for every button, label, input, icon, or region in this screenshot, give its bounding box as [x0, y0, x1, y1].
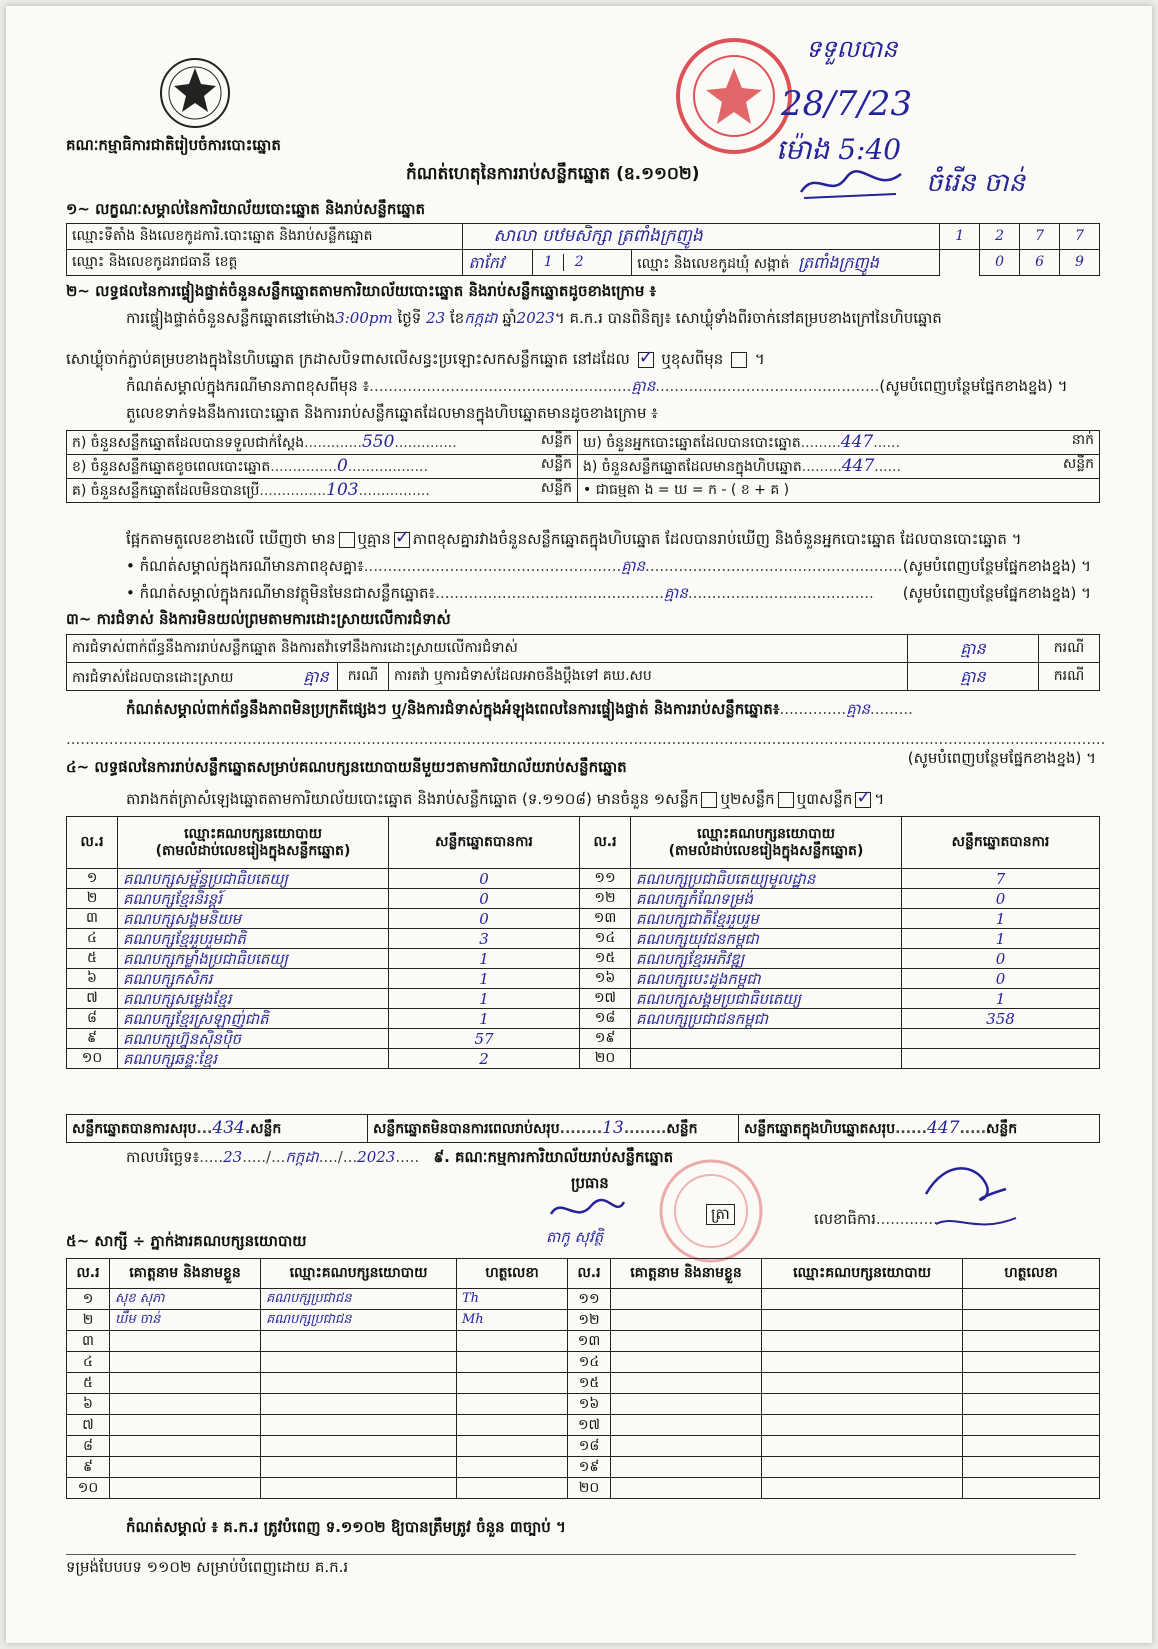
- party-name: គណបក្សខ្មែររួបរួមជាតិ: [118, 929, 389, 949]
- discrepancy-line: ផ្អែកតាមតួលេខខាងលើ ឃើញថា មាន ឬគ្មាន✓ ភាពខុសគ្នារវាងចំនួនសន្លឹកឆ្នោតក្នុងហិបឆ្នោត ដែលបានរាប់ឃើញ និងចំនួនអ្នកបោះឆ្នោត ដែលបានបោះឆ្នោត ។: [126, 530, 1022, 549]
- party-name: គណបក្សហ្វ៊ុនស៊ិនប៉ិច: [118, 1029, 389, 1049]
- witness-name: [611, 1331, 762, 1352]
- three-sheets-checkbox[interactable]: [855, 792, 871, 808]
- commune-code-2: 6: [1020, 250, 1060, 276]
- appeal-label: ការតវ៉ា ឬការជំទាស់ដែលអាចនឹងប្តឹងទៅ គឃ.សប: [389, 663, 908, 691]
- witness-row: [67, 1289, 1100, 1310]
- commune-value: ត្រពាំងក្រញូង: [798, 252, 879, 272]
- row-number: ១៤: [568, 1352, 611, 1373]
- witness-signature: [457, 1478, 568, 1499]
- section1-title: ១~ លក្ខណៈសម្គាល់នៃការិយាល័យបោះឆ្នោត និងរាប់សន្លឹកឆ្នោត: [66, 200, 426, 218]
- row-number: ៣: [67, 909, 118, 929]
- row-number: ១៦: [568, 1394, 611, 1415]
- party-name: គណបក្សកម្លាំងប្រជាធិបតេយ្យ: [118, 949, 389, 969]
- witness-signature: [963, 1331, 1100, 1352]
- witness-signature: [457, 1352, 568, 1373]
- station-code-2: 2: [980, 224, 1020, 250]
- party-name: គណបក្សសម្ព័ន្ធប្រជាធិបតេយ្យ: [118, 869, 389, 889]
- verification-line1: ការផ្ទៀងផ្ទាត់ចំនួនសន្លឹកឆ្នោតនៅម៉ោង3:00pm ថ្ងៃទី 23 ខែកក្កដា ឆ្នាំ2023។ គ.ក.រ បានពិនិត្យ៖ សោឃ្លុំទាំងពីរចាក់នៅគម្របខាងក្រៅនៃហិបឆ្នោត: [126, 309, 942, 327]
- party-name: គណបក្សយុវជនកម្ពុជា: [631, 929, 902, 949]
- received-date: 28/7/23: [781, 84, 913, 124]
- party-votes: 0: [902, 949, 1100, 969]
- row-number: ៥: [67, 949, 118, 969]
- one-sheet-checkbox[interactable]: [701, 792, 717, 808]
- row-number: ៨: [67, 1436, 110, 1457]
- row-number: ១៩: [568, 1457, 611, 1478]
- row-number: ៨: [67, 1009, 118, 1029]
- witness-party: [261, 1331, 457, 1352]
- party-name: គណបក្សខ្មែរអភិវឌ្ឍ: [631, 949, 902, 969]
- witness-signature: [457, 1331, 568, 1352]
- witness-signature: [457, 1457, 568, 1478]
- province-code-1: 1: [533, 254, 564, 271]
- witness-row: [67, 1352, 1100, 1373]
- witness-party: [261, 1352, 457, 1373]
- verify-time: 3:00pm: [335, 309, 393, 327]
- irregularity-note: កំណត់សម្គាល់ពាក់ព័ន្ធនឹងភាពមិនប្រក្រតីផ្សេងៗ ឬ/និងការជំទាស់ក្នុងអំឡុងពេលនៃការផ្ទៀងផ្ទាត់ និងការរាប់សន្លឹកឆ្នោត៖..............គ្មាន.........: [126, 700, 913, 718]
- party-votes: 2: [389, 1049, 580, 1069]
- results-row: [67, 969, 1100, 989]
- row-number: ១៣: [580, 909, 631, 929]
- results-table: ល.រ ឈ្មោះគណបក្សនយោបាយ (តាមលំដាប់លេខរៀងក្នុងសន្លឹកឆ្នោត) សន្លឹកឆ្នោតបានការ ល.រ ឈ្មោះគណបក្សនយោបាយ (តាមលំដាប់លេខរៀងក្នុងសន្លឹកឆ្នោត) សន្លឹកឆ្នោតបានការ ១ គណបក្សសម្ព័ន្ធប្រជាធិបតេយ្យ 0 ១១ គណបក្សប្រជាធិបតេយ្យមូលដ្ឋាន 7 ២ គណបក្សខ្មែរនិរន្តរ៍ 0 ១២ គណបក្សកំណែទម្រង់ 0 ៣ គណបក្សសង្គមនិយម 0 ១៣ គណបក្សជាតិខ្មែររួបរួម 1 ៤ គណបក្សខ្មែររួបរួមជាតិ 3 ១៤ គណបក្សយុវជនកម្ពុជា 1 ៥ គណបក្សកម្លាំងប្រជាធិបតេយ្យ 1 ១៥ គណបក្សខ្មែរអភិវឌ្ឍ 0 ៦ គណបក្សកសិករ 1 ១៦ គណបក្សបេះដូងកម្ពុជា 0 ៧ គណបក្សសម្លេងខ្មែរ 1 ១៧ គណបក្សសង្គមប្រជាធិបតេយ្យ 1 ៨ គណបក្សខ្មែរស្រឡាញ់ជាតិ 1 ១៨ គណបក្សប្រជាជនកម្ពុជា 358 ៩ គណបក្សហ្វ៊ុនស៊ិនប៉ិច 57 ១៩ ១០ គណបក្សឆន្ទៈខ្មែរ 2 ២០: [66, 816, 1100, 1069]
- appeal-value: គ្មាន: [908, 663, 1039, 691]
- witness-signature: [963, 1394, 1100, 1415]
- party-name: គណបក្សប្រជាធិបតេយ្យមូលដ្ឋាន: [631, 869, 902, 889]
- witness-signature: [963, 1436, 1100, 1457]
- witness-name: [611, 1289, 762, 1310]
- row-number: ៥: [67, 1373, 110, 1394]
- witness-name: [611, 1373, 762, 1394]
- witness-party: [762, 1373, 963, 1394]
- party-votes: 3: [389, 929, 580, 949]
- same-checkbox[interactable]: [638, 352, 654, 368]
- party-votes: 1: [902, 989, 1100, 1009]
- witness-party: [261, 1436, 457, 1457]
- witness-party: គណបក្សប្រជាជន: [261, 1289, 457, 1310]
- results-row: [67, 1009, 1100, 1029]
- row-number: ៦: [67, 969, 118, 989]
- station-label: ឈ្មោះទីតាំង និងលេខកូដការិ.បោះឆ្នោត និងរាប់សន្លឹកឆ្នោត: [67, 224, 463, 250]
- station-value: សាលា បឋមសិក្សា ត្រពាំងក្រញូង: [463, 224, 940, 250]
- witness-signature: [457, 1394, 568, 1415]
- secretary-line: លេខាធិការ.............: [814, 1210, 938, 1228]
- witness-party: [762, 1352, 963, 1373]
- results-row: [67, 949, 1100, 969]
- row-number: ១១: [568, 1289, 611, 1310]
- voters-value: 447: [840, 432, 874, 453]
- commune-code-3: 9: [1060, 250, 1100, 276]
- section4-title: ៤~ លទ្ធផលនៃការរាប់សន្លឹកឆ្នោតសម្រាប់គណបក្សនយោបាយនីមួយៗតាមការិយាល័យរាប់សន្លឹកឆ្នោត: [66, 758, 627, 776]
- row-number: ១១: [580, 869, 631, 889]
- row-number: ៩: [67, 1457, 110, 1478]
- witness-name: [110, 1352, 261, 1373]
- chair-name: តាកូ សុវត្ថិ: [546, 1228, 604, 1246]
- witness-party: [762, 1457, 963, 1478]
- results-totals: សន្លឹកឆ្នោតបានការសរុប...434.សន្លឹក សន្លឹកឆ្នោតមិនបានការពេលរាប់សរុប........13........សន្លឹក សន្លឹកឆ្នោតក្នុងហិបឆ្នោតសរុប......447.....សន្លឹក: [66, 1114, 1100, 1143]
- witness-name: សុខ សុភា: [110, 1289, 261, 1310]
- witness-party: [261, 1394, 457, 1415]
- row-number: ២០: [568, 1478, 611, 1499]
- witness-signature: [963, 1373, 1100, 1394]
- row-number: ១២: [580, 889, 631, 909]
- witness-row: [67, 1415, 1100, 1436]
- formula-note: • ជាធម្មតា ង = ឃ = ក - ( ខ + គ ): [578, 479, 1100, 503]
- witness-party: [261, 1457, 457, 1478]
- party-name: គណបក្សសង្គមប្រជាធិបតេយ្យ: [631, 989, 902, 1009]
- witness-name: [611, 1352, 762, 1373]
- received-time: ម៉ោង 5:40: [776, 133, 902, 166]
- secretary-signature: [916, 1154, 1026, 1244]
- witness-party: [261, 1415, 457, 1436]
- row-number: ១៧: [568, 1415, 611, 1436]
- party-votes: 0: [902, 969, 1100, 989]
- witness-party: [762, 1331, 963, 1352]
- complaints-label: ការជំទាស់ពាក់ព័ន្ធនឹងការរាប់សន្លឹកឆ្នោត និងការតវ៉ាទៅនឹងការដោះស្រាយលើការជំទាស់: [67, 635, 908, 663]
- witness-name: [110, 1436, 261, 1457]
- party-name: គណបក្សខ្មែរនិរន្តរ៍: [118, 889, 389, 909]
- committee-name: គណៈកម្មាធិការជាតិរៀបចំការបោះឆ្នោត: [66, 136, 281, 154]
- row-number: ១៥: [580, 949, 631, 969]
- party-votes: 1: [389, 1009, 580, 1029]
- witness-party: [762, 1436, 963, 1457]
- election-form-page: [6, 6, 1152, 1643]
- witness-name: [611, 1394, 762, 1415]
- discrepancy-note: • កំណត់សម្គាល់ក្នុងករណីមានភាពខុសគ្នា៖......................................................គ្មាន...................................................... (សូមបំពេញបន្ថែមផ្នែកខាងខ្នង) ។: [126, 557, 1091, 575]
- witness-party: [762, 1415, 963, 1436]
- total-invalid-value: 13: [602, 1118, 624, 1139]
- section5-title: ៥~ សាក្សី ÷ ភ្នាក់ងារគណបក្សនយោបាយ: [66, 1232, 307, 1250]
- party-votes: 0: [389, 869, 580, 889]
- verify-year: 2023: [516, 309, 555, 327]
- irregularity-note-line2: .......................................................................................................................................................................................................................... (សូមបំពេញបន្ថែមផ្នែកខាងខ្នង) ។: [66, 730, 1106, 767]
- party-votes: 358: [902, 1009, 1100, 1029]
- verify-month: កក្កដា: [464, 309, 498, 327]
- party-votes: 1: [389, 969, 580, 989]
- figures-intro: តួលេខទាក់ទងនឹងការបោះឆ្នោត និងការរាប់សន្លឹកឆ្នោតដែលមានក្នុងហិបឆ្នោតមានដូចខាងក្រោម ៖: [126, 404, 658, 422]
- party-name: គណបក្សសម្លេងខ្មែរ: [118, 989, 389, 1009]
- party-votes: [902, 1049, 1100, 1069]
- party-name: គណបក្សខ្មែរស្រឡាញ់ជាតិ: [118, 1009, 389, 1029]
- form-title: កំណត់ហេតុនៃការរាប់សន្លឹកឆ្នោត (ឧ.១១០២): [406, 164, 700, 184]
- witness-party: [762, 1394, 963, 1415]
- different-checkbox[interactable]: [731, 352, 747, 368]
- party-votes: 1: [902, 909, 1100, 929]
- station-code-1: 1: [940, 224, 980, 250]
- witness-name: [611, 1310, 762, 1331]
- witness-signature: [963, 1310, 1100, 1331]
- chair-signature: [546, 1194, 626, 1226]
- witness-signature: Mh: [457, 1310, 568, 1331]
- results-row: [67, 929, 1100, 949]
- chair-label: ប្រធាន: [571, 1174, 609, 1192]
- row-number: ១៨: [580, 1009, 631, 1029]
- ballot-counts-table: ក) ចំនួនសន្លឹកឆ្នោតដែលបានទទួលជាក់ស្តែង.............550.............. សន្លឹក ឃ) ចំនួនអ្នកបោះឆ្នោតដែលបានបោះឆ្នោត.........447...... នាក់ ខ) ចំនួនសន្លឹកឆ្នោតខូចពេលបោះឆ្នោត...............0.................. សន្លឹក ង) ចំនួនសន្លឹកឆ្នោតដែលមានក្នុងហិបឆ្នោត.........447...... សន្លឹក គ) ចំនួនសន្លឹកឆ្នោតដែលមិនបានប្រើ...............103................ សន្លឹក • ជាធម្មតា ង = ឃ = ក - ( ខ + គ ): [66, 430, 1100, 503]
- results-row: [67, 1029, 1100, 1049]
- row-number: ១: [67, 1289, 110, 1310]
- row-number: ១: [67, 869, 118, 889]
- witness-row: [67, 1436, 1100, 1457]
- row-number: ១២: [568, 1310, 611, 1331]
- witness-row: [67, 1331, 1100, 1352]
- committee-label: ៩. គណៈកម្មការការិយាល័យរាប់សន្លឹកឆ្នោត: [433, 1148, 674, 1166]
- no-difference-checkbox[interactable]: [394, 532, 410, 548]
- report-date: កាលបរិច្ឆេទ៖.....23...../...កក្កដា..../...2023..... ៩. គណៈកម្មការការិយាល័យរាប់សន្លឹកឆ្នោត: [126, 1148, 674, 1166]
- party-votes: 1: [389, 989, 580, 1009]
- party-name: គណបក្សប្រជាជនកម្ពុជា: [631, 1009, 902, 1029]
- row-number: ១៤: [580, 929, 631, 949]
- party-name: [631, 1029, 902, 1049]
- row-number: ១៥: [568, 1373, 611, 1394]
- party-votes: 1: [902, 929, 1100, 949]
- witness-party: [261, 1373, 457, 1394]
- witness-signature: [457, 1436, 568, 1457]
- ballots-in-box-value: 447: [841, 456, 875, 477]
- section1-table: [66, 223, 1100, 276]
- nec-emblem-icon: [156, 54, 234, 132]
- row-number: ១៦: [580, 969, 631, 989]
- row-number: ៧: [67, 989, 118, 1009]
- witness-table: ល.រ គោត្តនាម និងនាមខ្លួន ឈ្មោះគណបក្សនយោបាយ ហត្ថលេខា ល.រ គោត្តនាម និងនាមខ្លួន ឈ្មោះគណបក្សនយោបាយ ហត្ថលេខា ១ សុខ សុភា គណបក្សប្រជាជន Th ១១ ២ ឃឹម ចាន់ គណបក្សប្រជាជន Mh ១២ ៣ ១៣ ៤ ១៤ ៥ ១៥ ៦ ១៦ ៧ ១៧ ៨ ១៨ ៩ ១៩ ១០ ២០: [66, 1258, 1100, 1499]
- row-number: ៧: [67, 1415, 110, 1436]
- results-row: [67, 989, 1100, 1009]
- witness-row: [67, 1310, 1100, 1331]
- row-number: ១៩: [580, 1029, 631, 1049]
- witness-name: [110, 1478, 261, 1499]
- row-number: ២០: [580, 1049, 631, 1069]
- witness-name: [110, 1415, 261, 1436]
- received-ballots-value: 550: [361, 432, 395, 453]
- total-valid-value: 434: [212, 1118, 245, 1139]
- party-votes: 0: [902, 889, 1100, 909]
- complaints-value: គ្មាន: [908, 635, 1039, 663]
- party-votes: 0: [389, 909, 580, 929]
- verify-day: 23: [426, 309, 446, 327]
- difference-note: កំណត់សម្គាល់ក្នុងករណីមានភាពខុសពីមុន ៖.......................................................គ្មាន...............................................(សូមបំពេញបន្ថែមផ្នែកខាងខ្នង) ។: [126, 377, 1068, 395]
- party-name: គណបក្សកសិករ: [118, 969, 389, 989]
- party-votes: 0: [389, 889, 580, 909]
- witness-name: [611, 1478, 762, 1499]
- witness-signature: Th: [457, 1289, 568, 1310]
- party-name: គណបក្សសង្គមនិយម: [118, 909, 389, 929]
- tally-sheets-line: តារាងកត់ត្រាសំឡេងឆ្នោតតាមការិយាល័យបោះឆ្នោត និងរាប់សន្លឹកឆ្នោត (ទ.១១០៨) មានចំនួន ១សន្លឹក ឬ២សន្លឹក ឬ៣សន្លឹក✓ ។: [126, 790, 884, 809]
- party-name: គណបក្សឆន្ទៈខ្មែរ: [118, 1049, 389, 1069]
- stamp-label: ត្រា: [706, 1204, 735, 1225]
- witness-party: [762, 1289, 963, 1310]
- party-name: គណបក្សកំណែទម្រង់: [631, 889, 902, 909]
- results-row: [67, 909, 1100, 929]
- witness-name: [611, 1415, 762, 1436]
- witness-signature: [963, 1352, 1100, 1373]
- witness-party: គណបក្សប្រជាជន: [261, 1310, 457, 1331]
- has-difference-checkbox[interactable]: [339, 532, 355, 548]
- witness-signature: [457, 1415, 568, 1436]
- section2-title: ២~ លទ្ធផលនៃការផ្ទៀងផ្ទាត់ចំនួនសន្លឹកឆ្នោតតាមការិយាល័យបោះឆ្នោត និងរាប់សន្លឹកឆ្នោតដូចខាងក្រោម ៖: [66, 282, 657, 300]
- form-note: ទម្រង់បែបបទ ១១០២ សម្រាប់បំពេញដោយ គ.ក.រ: [66, 1558, 349, 1576]
- row-number: ៦: [67, 1394, 110, 1415]
- witness-row: [67, 1394, 1100, 1415]
- row-number: ២: [67, 1310, 110, 1331]
- unused-ballots-value: 103: [326, 480, 359, 501]
- spoiled-ballots-value: 0: [337, 456, 348, 477]
- witness-party: [762, 1478, 963, 1499]
- received-note: ទទួលបាន: [806, 35, 898, 63]
- row-number: ៣: [67, 1331, 110, 1352]
- province-code-2: 2: [574, 254, 584, 271]
- party-name: [631, 1049, 902, 1069]
- station-code-4: 7: [1060, 224, 1100, 250]
- party-votes: 1: [389, 949, 580, 969]
- results-row: [67, 869, 1100, 889]
- commune-label: ឈ្មោះ និងលេខកូដឃុំ សង្កាត់: [637, 255, 790, 272]
- foreign-object-note: • កំណត់សម្គាល់ក្នុងករណីមានវត្ថុមិនមែនជាសន្លឹកឆ្នោត៖................................................គ្មាន....................................... (សូមបំពេញបន្ថែមផ្នែកខាងខ្នង) ។: [126, 584, 1091, 602]
- station-code-3: 7: [1020, 224, 1060, 250]
- party-votes: [902, 1029, 1100, 1049]
- witness-signature: [963, 1457, 1100, 1478]
- witness-signature: [963, 1289, 1100, 1310]
- witness-signature: [963, 1478, 1100, 1499]
- witness-name: [110, 1373, 261, 1394]
- witness-signature: [457, 1373, 568, 1394]
- witness-row: [67, 1373, 1100, 1394]
- row-number: ៤: [67, 929, 118, 949]
- witness-row: [67, 1478, 1100, 1499]
- section3-title: ៣~ ការជំទាស់ និងការមិនយល់ព្រមតាមការដោះស្រាយលើការជំទាស់: [66, 610, 451, 628]
- results-row: [67, 1049, 1100, 1069]
- party-name: គណបក្សជាតិខ្មែររួបរួម: [631, 909, 902, 929]
- row-number: ២: [67, 889, 118, 909]
- province-value: តាកែវ: [463, 250, 533, 276]
- witness-name: [611, 1436, 762, 1457]
- row-number: ១៨: [568, 1436, 611, 1457]
- row-number: ៤: [67, 1352, 110, 1373]
- party-votes: 57: [389, 1029, 580, 1049]
- row-number: ១០: [67, 1478, 110, 1499]
- two-sheets-checkbox[interactable]: [778, 792, 794, 808]
- footnote: កំណត់សម្គាល់ ៖ គ.ក.រ ត្រូវបំពេញ ទ.១១០២ ឱ្យបានត្រឹមត្រូវ ចំនួន ៣ច្បាប់ ។: [126, 1518, 566, 1536]
- results-row: [67, 889, 1100, 909]
- witness-name: [110, 1457, 261, 1478]
- witness-party: [762, 1310, 963, 1331]
- witness-name: [110, 1331, 261, 1352]
- total-in-box-value: 447: [927, 1118, 960, 1139]
- commune-code-1: 0: [980, 250, 1020, 276]
- witness-name: [611, 1457, 762, 1478]
- complaints-table: ការជំទាស់ពាក់ព័ន្ធនឹងការរាប់សន្លឹកឆ្នោត និងការតវ៉ាទៅនឹងការដោះស្រាយលើការជំទាស់ គ្មាន ករណី ការជំទាស់ដែលបានដោះស្រាយ គ្មាន ករណី ការតវ៉ា ឬការជំទាស់ដែលអាចនឹងប្តឹងទៅ គឃ.សប គ្មាន ករណី: [66, 634, 1100, 691]
- province-label: ឈ្មោះ និងលេខកូដរាជធានី ខេត្ត: [67, 250, 463, 276]
- party-name: គណបក្សបេះដូងកម្ពុជា: [631, 969, 902, 989]
- party-votes: 7: [902, 869, 1100, 889]
- witness-name: ឃឹម ចាន់: [110, 1310, 261, 1331]
- row-number: ៩: [67, 1029, 118, 1049]
- resolved-value: គ្មាន: [303, 666, 329, 686]
- witness-name: [110, 1394, 261, 1415]
- witness-signature: [963, 1415, 1100, 1436]
- verification-line2: សោឃ្លុំចាក់ភ្ជាប់គម្របខាងក្នុងនៃហិបឆ្នោត ក្រដាសបិទពាសលើសន្ធះប្រឡោះសកសន្លឹកឆ្នោត នៅដដែល ✓ ឬខុសពីមុន ។: [66, 350, 765, 369]
- witness-row: [67, 1457, 1100, 1478]
- row-number: ១០: [67, 1049, 118, 1069]
- row-number: ១៣: [568, 1331, 611, 1352]
- receiver-name: ចំរើន ចាន់: [926, 168, 1026, 198]
- witness-party: [261, 1478, 457, 1499]
- row-number: ១៧: [580, 989, 631, 1009]
- receiver-signature: [796, 164, 906, 204]
